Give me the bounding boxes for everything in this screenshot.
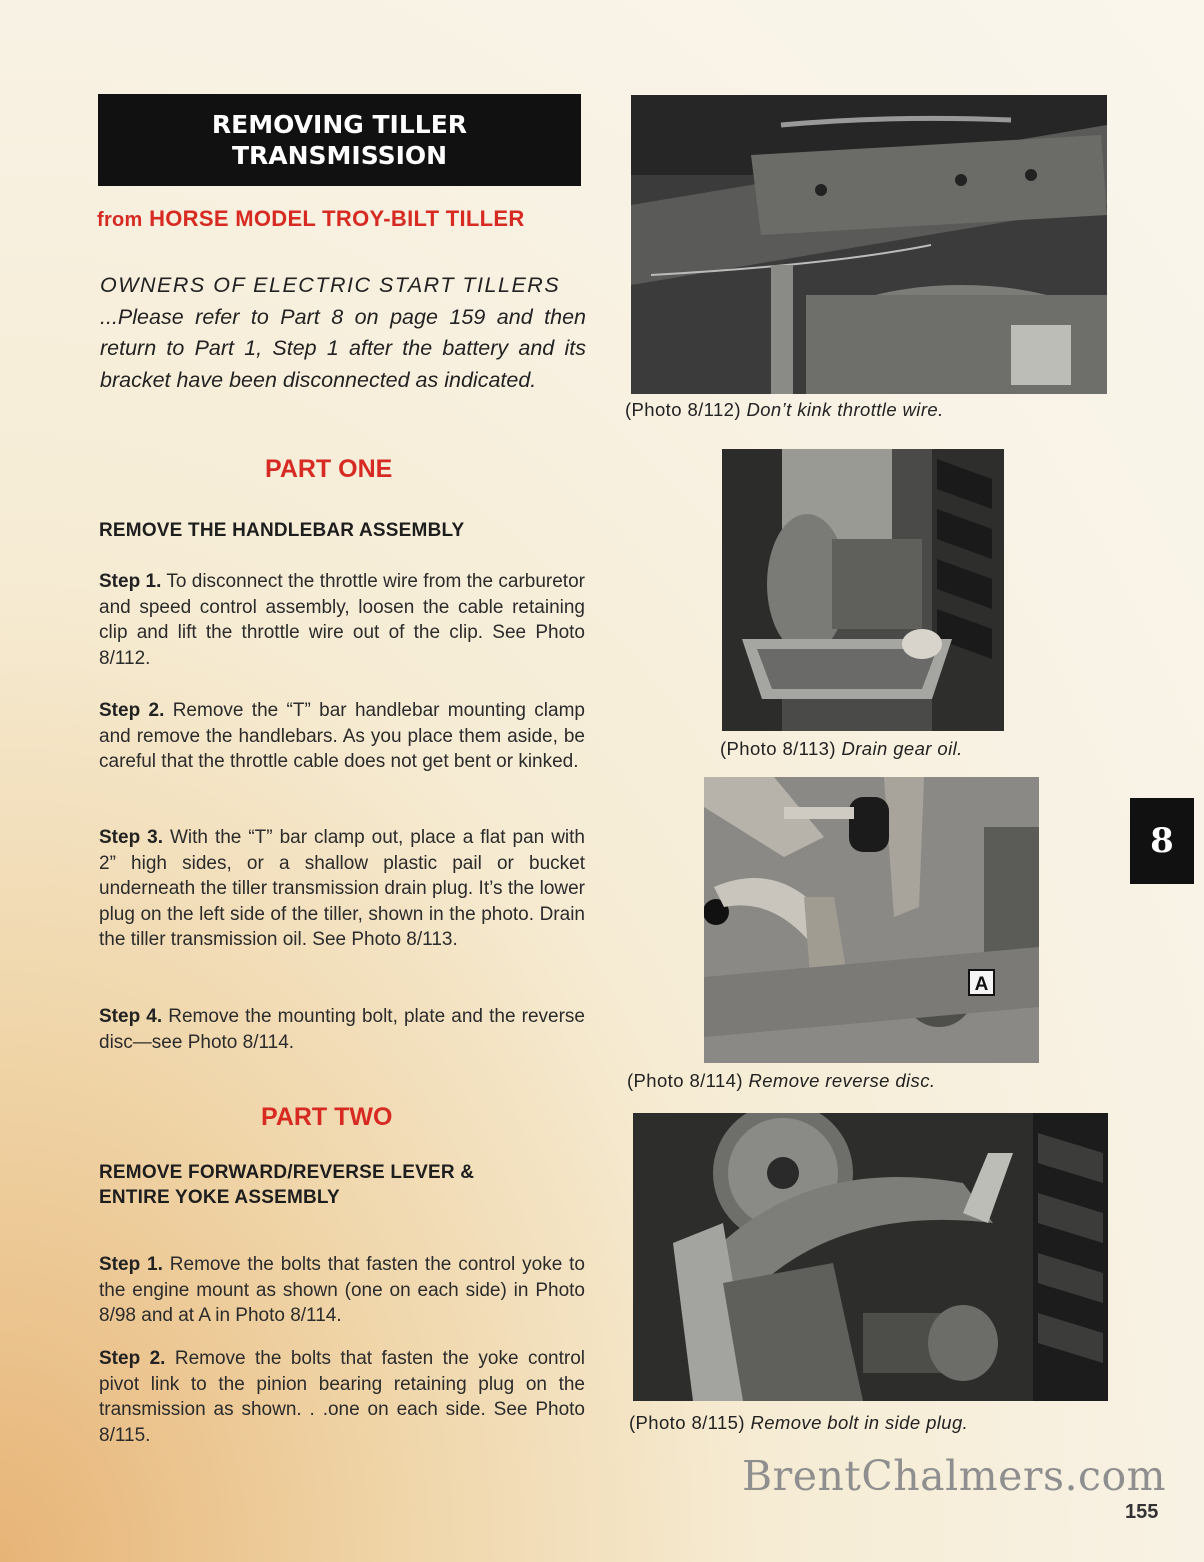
part-two-heading: PART TWO <box>261 1103 393 1131</box>
photo-caption: Don’t kink throttle wire. <box>746 399 944 420</box>
part-two-step-2 <box>99 1346 585 1448</box>
step-text: To disconnect the throttle wire from the carburetor and speed control assembly, loosen the cable retaining clip and lift the throttle wire out of the clip. See Photo 8/112. <box>99 571 585 669</box>
photo-throttle-wire <box>631 95 1107 394</box>
section-line-2: ENTIRE YOKE ASSEMBLY <box>99 1187 340 1208</box>
intro-note <box>100 270 586 396</box>
photo-reverse-disc <box>704 777 1039 1063</box>
part-one-step-3 <box>99 825 585 953</box>
part-one-section-heading: REMOVE THE HANDLEBAR ASSEMBLY <box>99 520 465 541</box>
step-label: Step 2. <box>99 700 165 721</box>
intro-rest: ...Please refer to Part 8 on page 159 and then return to Part 1, Step 1 after the battery and its bracket have been disconnected as indicated. <box>100 304 586 392</box>
step-label: Step 1. <box>99 1254 163 1275</box>
part-one-step-2 <box>99 698 585 775</box>
caption-photo-112 <box>625 399 944 421</box>
step-label: Step 2. <box>99 1348 166 1369</box>
subtitle <box>97 206 525 232</box>
part-one-heading: PART ONE <box>265 455 393 483</box>
page-number: 155 <box>1125 1501 1159 1523</box>
step-text: Remove the bolts that fasten the yoke control pivot link to the pinion bearing retaining plug on the transmission as shown. . .one on each side. See Photo 8/115. <box>99 1348 585 1446</box>
photo-caption: Drain gear oil. <box>841 738 963 759</box>
photo-caption: Remove reverse disc. <box>748 1070 936 1091</box>
section-line-1: REMOVE FORWARD/REVERSE LEVER & <box>99 1162 475 1183</box>
subtitle-prefix: from <box>97 209 143 231</box>
step-text: With the “T” bar clamp out, place a flat pan with 2” high sides, or a shallow plastic pail or bucket underneath the tiller transmission drain plug. It’s the lower plug on the left side of the tiller, shown in the photo. Drain the tiller transmission oil. See Photo 8/113. <box>99 827 586 951</box>
photo-caption: Remove bolt in side plug. <box>750 1412 969 1433</box>
caption-photo-113 <box>720 738 963 760</box>
step-label: Step 1. <box>99 571 162 592</box>
caption-photo-115 <box>629 1412 968 1434</box>
step-text: Remove the “T” bar handlebar mounting clamp and remove the handlebars. As you place them aside, be careful that the throttle cable does not get bent or kinked. <box>99 700 585 773</box>
photo-id: (Photo 8/112) <box>625 399 741 420</box>
subtitle-text: HORSE MODEL TROY-BILT TILLER <box>149 206 525 231</box>
section-title-box <box>98 94 581 186</box>
photo-id: (Photo 8/115) <box>629 1412 745 1433</box>
part-one-step-1 <box>99 569 585 671</box>
photo-id: (Photo 8/114) <box>627 1070 743 1091</box>
part-one-step-4 <box>99 1004 585 1055</box>
step-label: Step 3. <box>99 827 163 848</box>
watermark: BrentChalmers.com <box>742 1452 1167 1500</box>
section-tab: 8 <box>1130 798 1194 884</box>
part-two-section-heading <box>99 1160 474 1210</box>
step-text: Remove the bolts that fasten the control yoke to the engine mount as shown (one on each side) in Photo 8/98 and at A in Photo 8/114. <box>99 1254 585 1327</box>
title-line-2: TRANSMISSION <box>231 141 448 170</box>
intro-line-1: OWNERS OF ELECTRIC START TILLERS <box>100 273 561 297</box>
step-text: Remove the mounting bolt, plate and the reverse disc—see Photo 8/114. <box>99 1006 585 1053</box>
title-line-1: REMOVING TILLER <box>211 110 468 139</box>
marker-a-label: A <box>974 974 989 995</box>
step-label: Step 4. <box>99 1006 163 1027</box>
part-two-step-1 <box>99 1252 585 1329</box>
caption-photo-114 <box>627 1070 935 1092</box>
photo-drain-gear-oil <box>722 449 1004 731</box>
photo-side-plug <box>633 1113 1108 1401</box>
photo-id: (Photo 8/113) <box>720 738 836 759</box>
